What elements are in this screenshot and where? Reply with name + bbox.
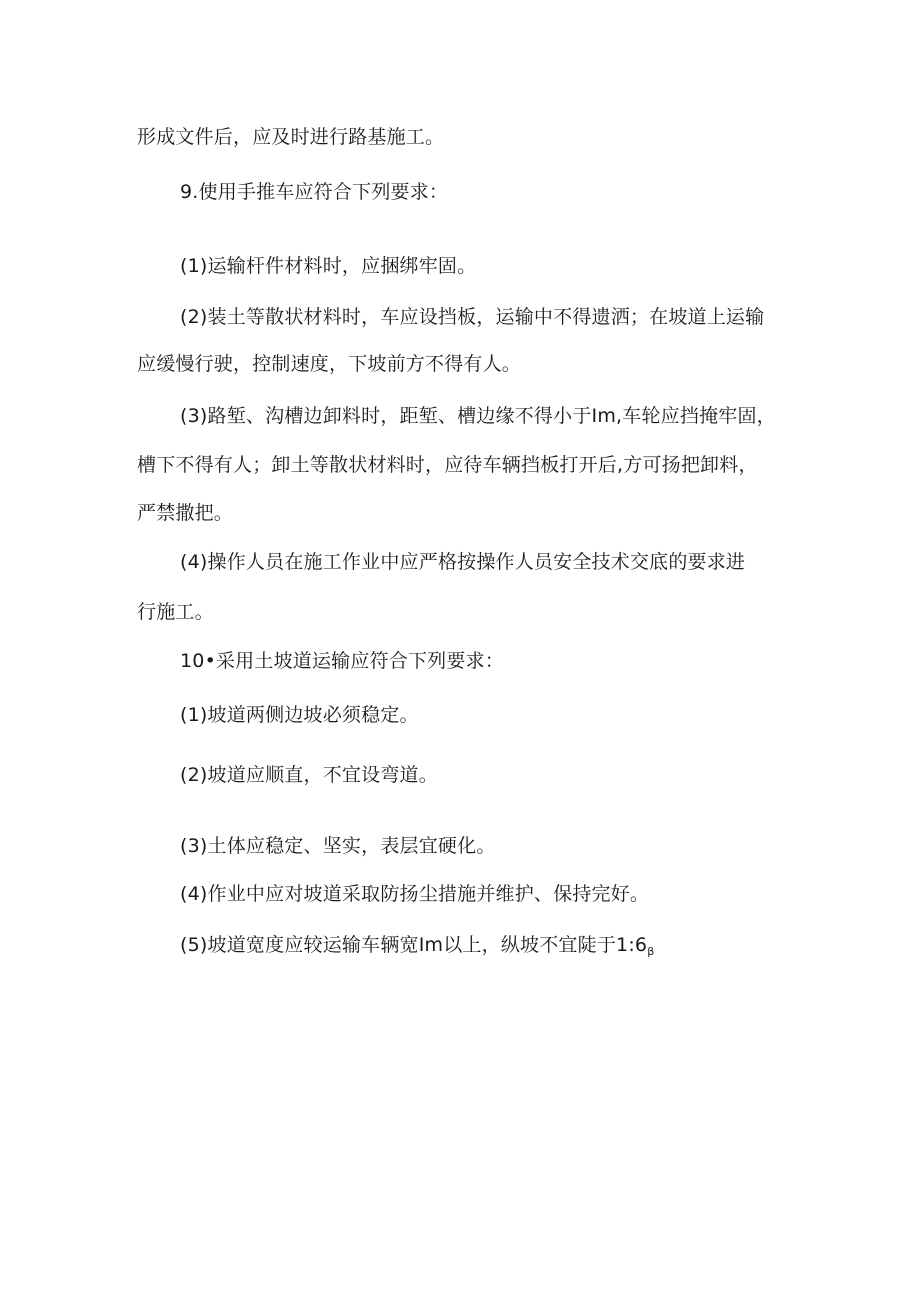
paragraph-line: 槽下不得有人；卸土等散状材料时，应待车辆挡板打开后,方可扬把卸料，	[137, 454, 758, 476]
list-item: (2)坡道应顺直，不宜设弯道。	[180, 764, 438, 786]
list-item-text: (5)坡道宽度应较运输车辆宽Im以上，纵坡不宜陡于1:6	[180, 934, 648, 956]
list-item: (4)操作人员在施工作业中应严格按操作人员安全技术交底的要求进	[180, 551, 746, 573]
list-item: (2)装土等散状材料时，车应设挡板，运输中不得遗洒；在坡道上运输	[180, 306, 765, 328]
paragraph-line: 行施工。	[137, 601, 214, 623]
list-item: (3)土体应稳定、坚实，表层宜硬化。	[180, 835, 496, 857]
list-item: (1)运输杆件材料时，应捆绑牢固。	[180, 255, 477, 277]
section-heading: 10•采用土坡道运输应符合下列要求：	[180, 650, 504, 672]
paragraph-line: 应缓慢行驶，控制速度，下坡前方不得有人。	[137, 353, 522, 375]
subscript-mark: β	[647, 945, 655, 958]
list-item: (3)路堑、沟槽边卸料时，距堑、槽边缘不得小于Im,车轮应挡掩牢固，	[180, 405, 776, 427]
list-item: (4)作业中应对坡道采取防扬尘措施并维护、保持完好。	[180, 883, 650, 905]
paragraph-line: 严禁撒把。	[137, 502, 234, 524]
list-item	[180, 932, 654, 965]
paragraph-line: 形成文件后，应及时进行路基施工。	[137, 126, 445, 148]
section-heading: 9.使用手推车应符合下列要求：	[180, 181, 449, 203]
list-item: (1)坡道两侧边坡必须稳定。	[180, 704, 419, 726]
